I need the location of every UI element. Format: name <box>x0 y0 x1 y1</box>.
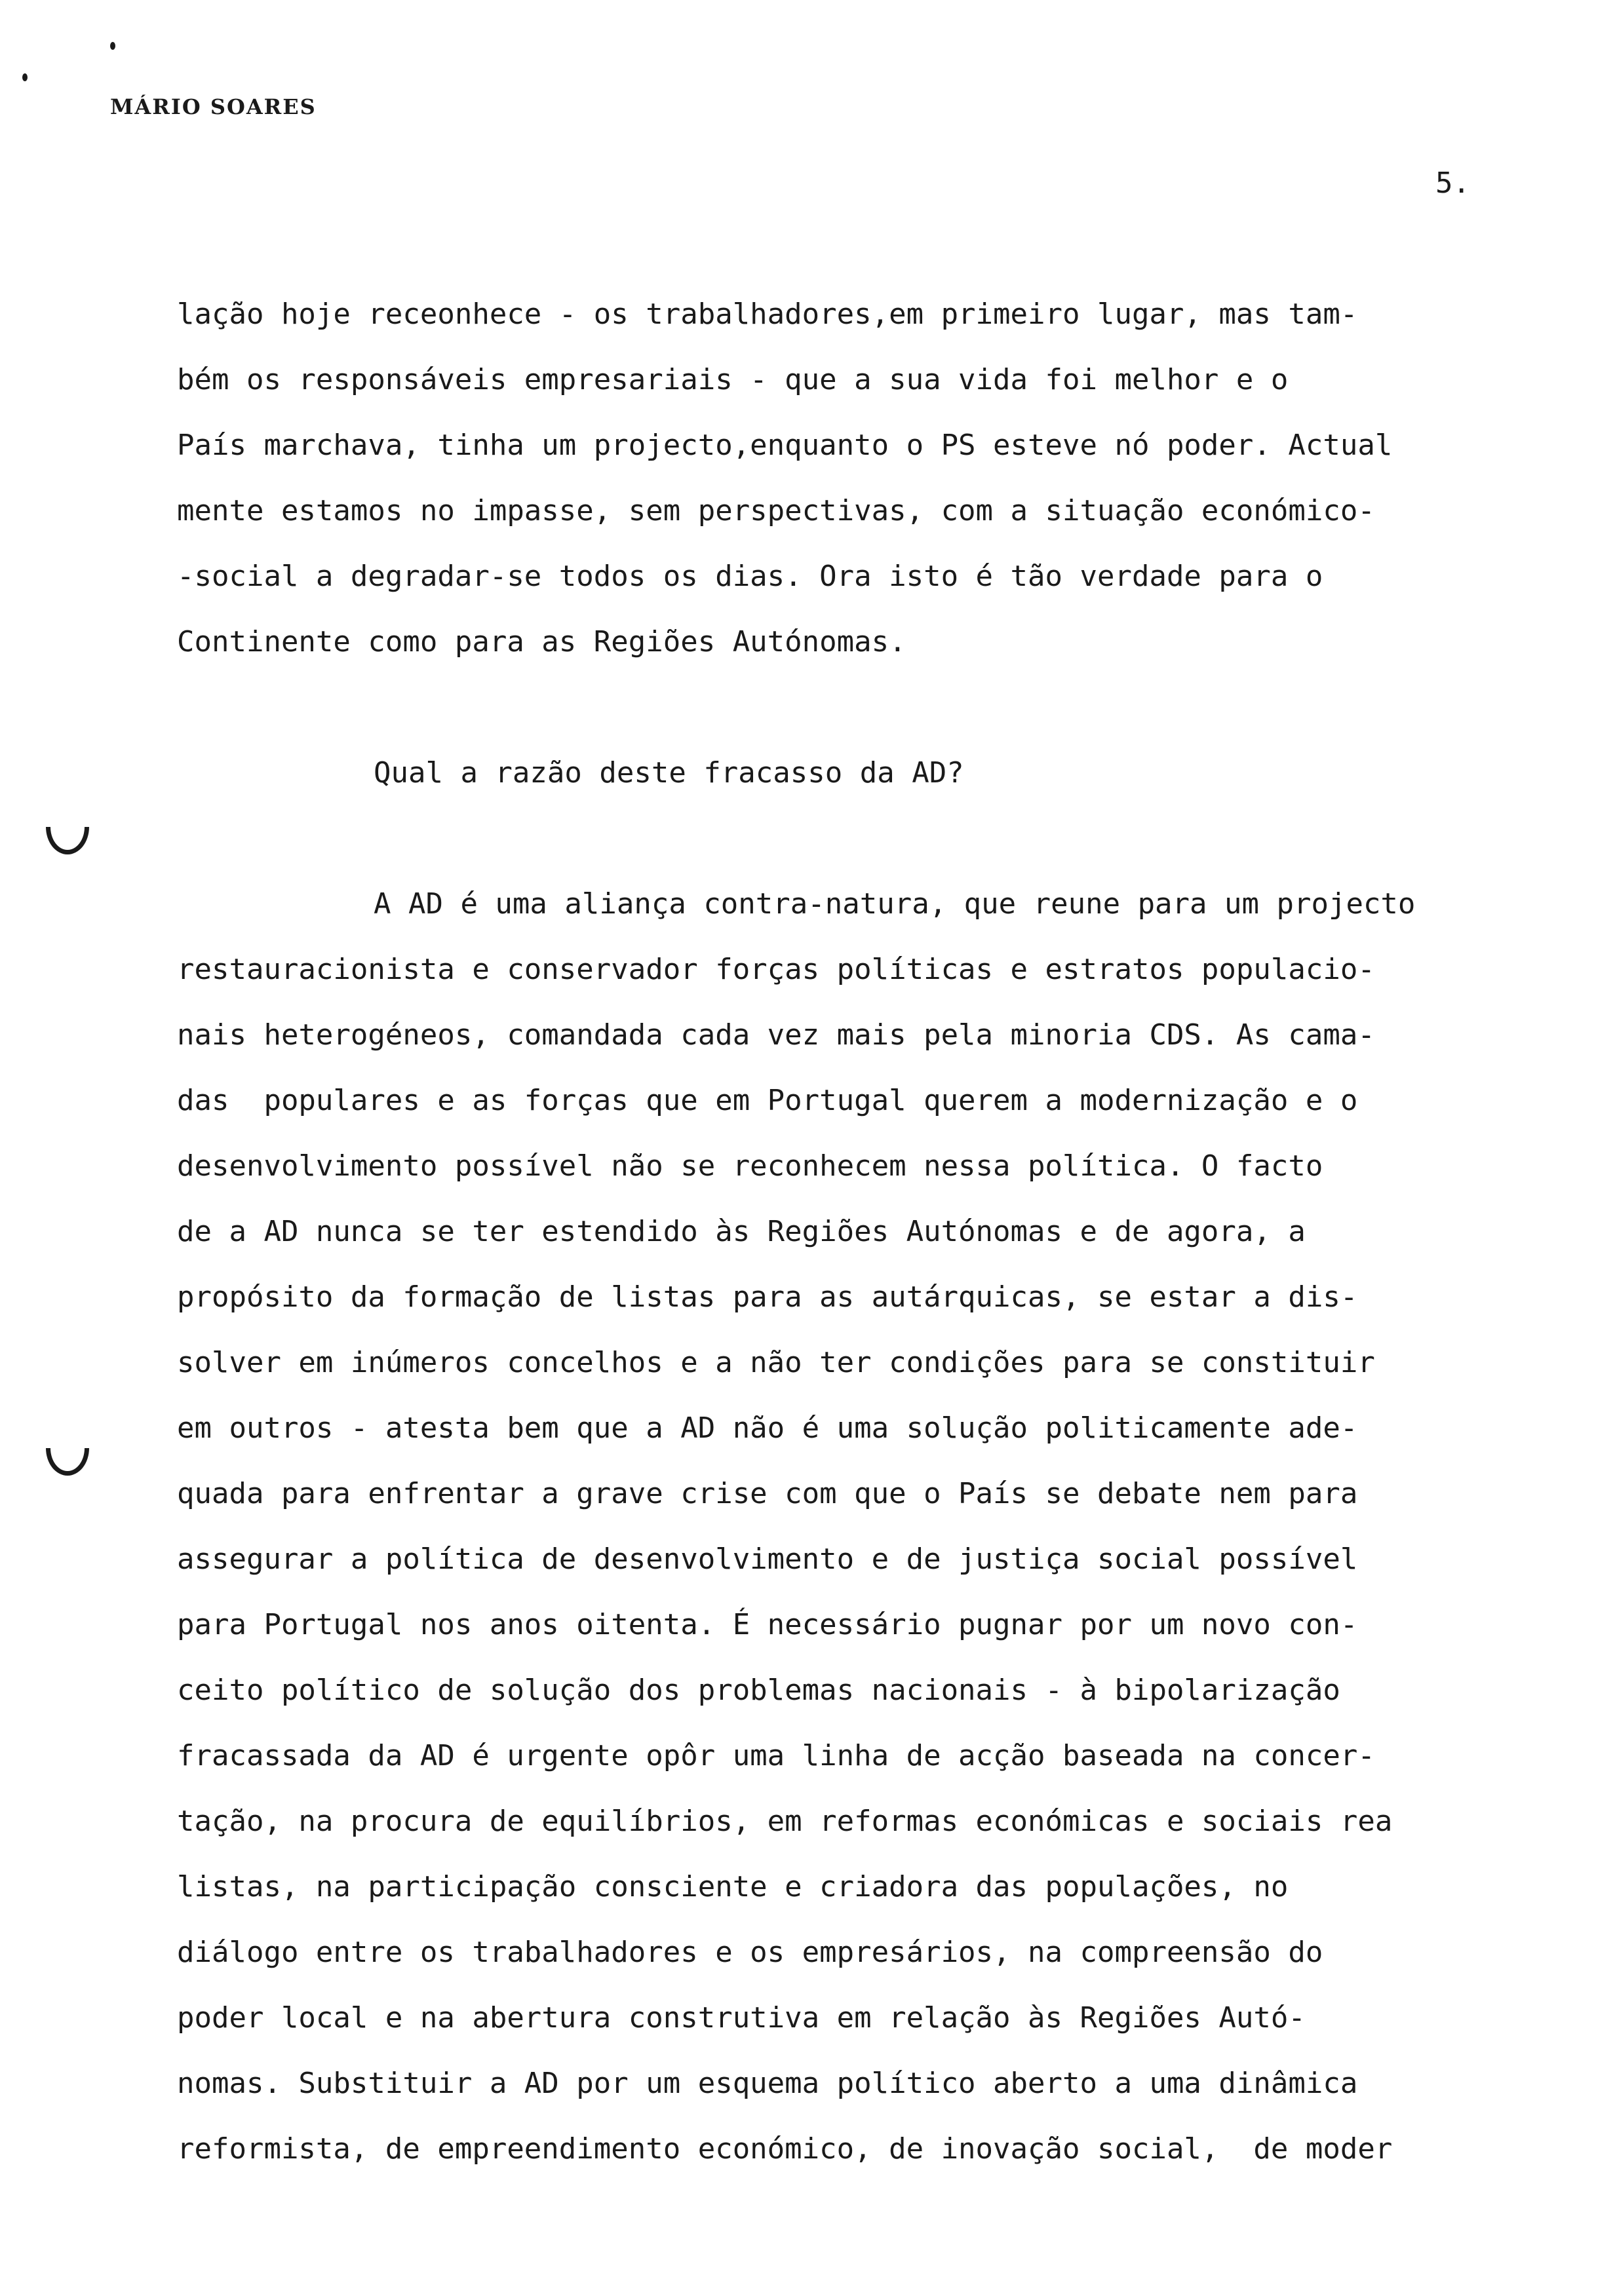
text-line: quada para enfrentar a grave crise com que o País se debate nem para <box>177 1477 1358 1510</box>
text-line: Continente como para as Regiões Autónomas. <box>177 625 906 659</box>
text-line: nomas. Substituir a AD por um esquema político aberto a uma dinâmica <box>177 2067 1358 2100</box>
text-line: desenvolvimento possível não se reconhecem nessa política. O facto <box>177 1149 1323 1183</box>
text-line: A AD é uma aliança contra-natura, que reune para um projecto <box>374 887 1416 921</box>
text-line: poder local e na abertura construtiva em relação às Regiões Autó- <box>177 2001 1306 2035</box>
text-line: de a AD nunca se ter estendido às Regiões Autónomas e de agora, a <box>177 1215 1306 1248</box>
ink-mark <box>22 73 28 81</box>
text-line: propósito da formação de listas para as autárquicas, se estar a dis- <box>177 1280 1358 1314</box>
text-line: diálogo entre os trabalhadores e os empresários, na compreensão do <box>177 1936 1323 1969</box>
text-line: -social a degradar-se todos os dias. Ora isto é tão verdade para o <box>177 560 1323 593</box>
text-line: bém os responsáveis empresariais - que a sua vida foi melhor e o <box>177 363 1289 396</box>
text-line: ceito político de solução dos problemas nacionais - à bipolarização <box>177 1674 1340 1707</box>
text-line: solver em inúmeros concelhos e a não ter condições para se constituir <box>177 1346 1375 1379</box>
text-line: das populares e as forças que em Portugal querem a modernização e o <box>177 1084 1358 1117</box>
punch-hole-mark <box>46 827 89 854</box>
text-line: mente estamos no impasse, sem perspectivas, com a situação económico- <box>177 494 1375 527</box>
text-line: para Portugal nos anos oitenta. É necessário pugnar por um novo con- <box>177 1608 1358 1641</box>
text-line: reformista, de empreendimento económico, de inovação social, de moder <box>177 2132 1393 2166</box>
text-line: lação hoje receonhece - os trabalhadores,em primeiro lugar, mas tam- <box>177 297 1358 331</box>
question-heading: Qual a razão deste fracasso da AD? <box>374 756 964 790</box>
page-number: 5. <box>1435 166 1470 200</box>
text-line: assegurar a política de desenvolvimento e de justiça social possível <box>177 1542 1358 1576</box>
text-line: em outros - atesta bem que a AD não é uma solução politicamente ade- <box>177 1411 1358 1445</box>
text-line: fracassada da AD é urgente opôr uma linha de acção baseada na concer- <box>177 1739 1375 1772</box>
ink-mark <box>110 42 115 50</box>
author-header: MÁRIO SOARES <box>110 94 317 119</box>
punch-hole-mark <box>46 1448 89 1476</box>
text-line: nais heterogéneos, comandada cada vez mais pela minoria CDS. As cama- <box>177 1018 1375 1052</box>
text-line: País marchava, tinha um projecto,enquanto o PS esteve nó poder. Actual <box>177 429 1393 462</box>
text-line: tação, na procura de equilíbrios, em reformas económicas e sociais rea <box>177 1805 1393 1838</box>
text-line: restauracionista e conservador forças políticas e estratos populacio- <box>177 953 1375 986</box>
text-line: listas, na participação consciente e criadora das populações, no <box>177 1870 1289 1904</box>
